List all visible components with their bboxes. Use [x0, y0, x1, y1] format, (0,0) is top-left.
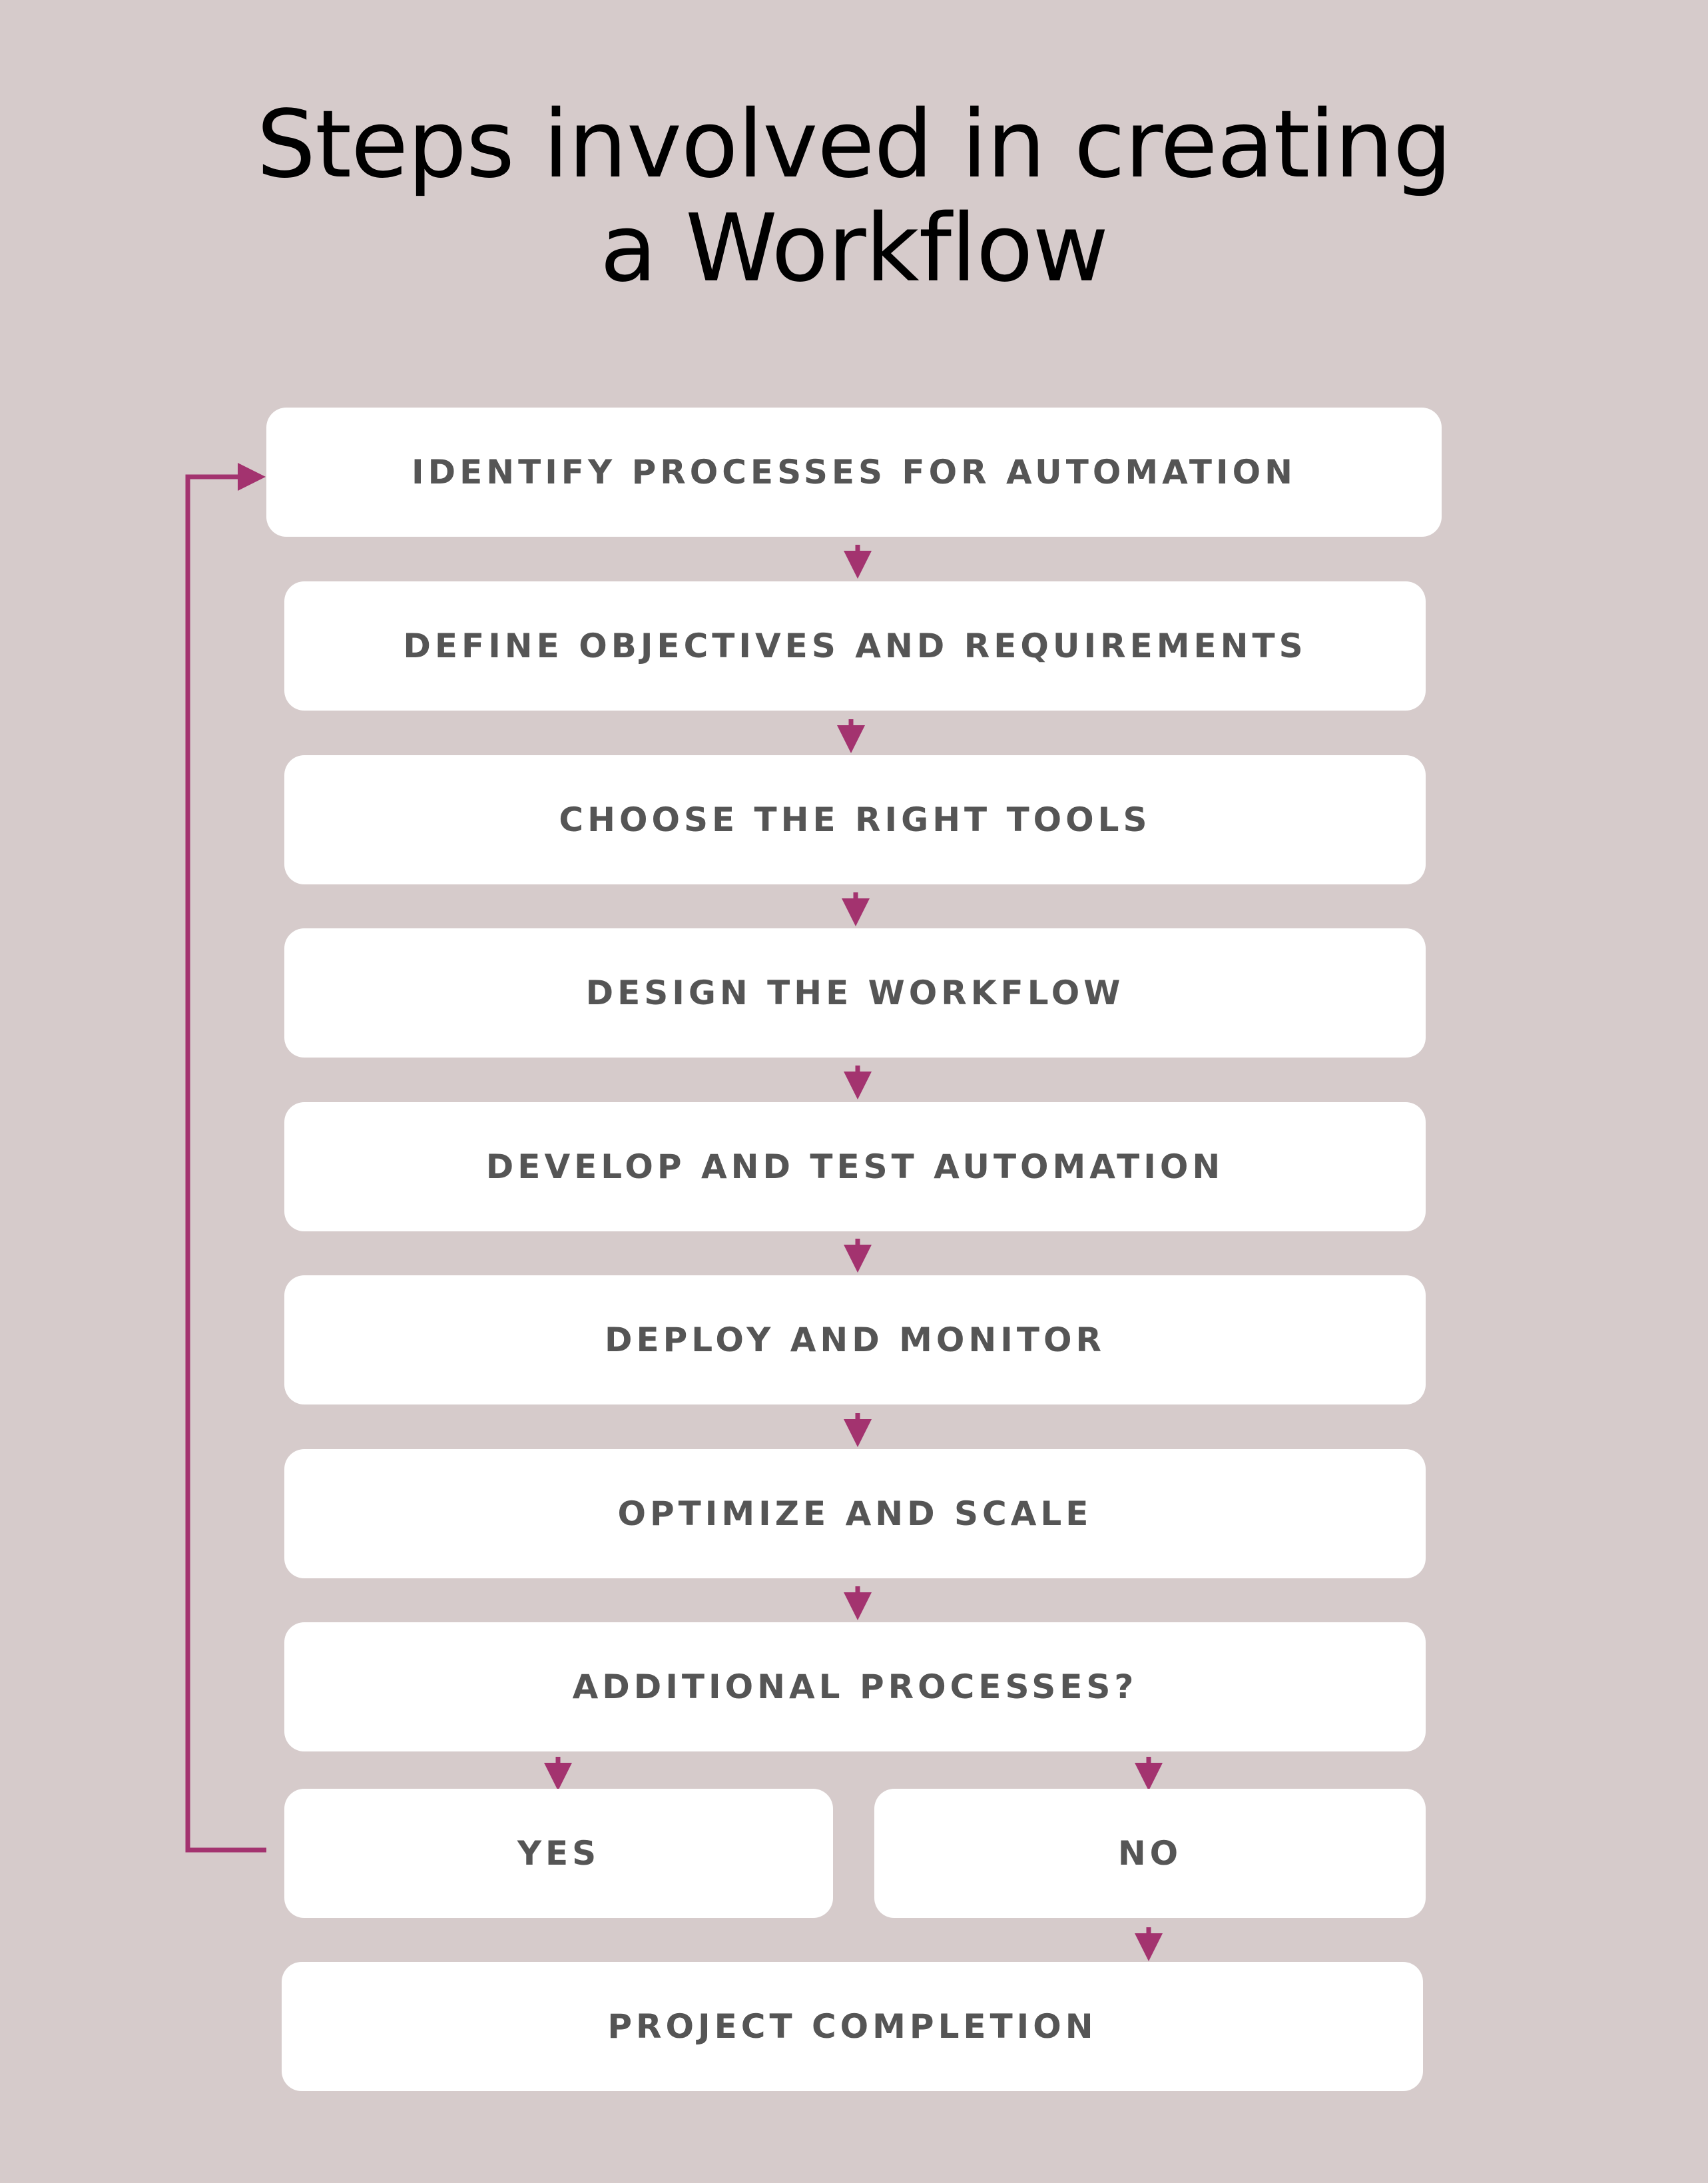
step-label: ADDITIONAL PROCESSES? — [572, 1668, 1138, 1706]
step-additional-processes — [284, 1622, 1426, 1751]
step-label: OPTIMIZE AND SCALE — [617, 1494, 1093, 1533]
step-optimize-scale — [284, 1449, 1426, 1578]
step-develop-test — [284, 1102, 1426, 1231]
step-deploy-monitor — [284, 1275, 1426, 1404]
step-label: DEFINE OBJECTIVES AND REQUIREMENTS — [403, 627, 1307, 665]
loop-yes-to-step1 — [188, 477, 266, 1850]
step-project-completion — [282, 1962, 1423, 2091]
step-label: IDENTIFY PROCESSES FOR AUTOMATION — [411, 453, 1296, 491]
step-design-workflow — [284, 928, 1426, 1058]
branch-yes — [284, 1789, 833, 1918]
title-line-1: Steps involved in creating — [256, 91, 1452, 199]
branch-no — [874, 1789, 1426, 1918]
branch-no-label: NO — [1117, 1834, 1183, 1873]
title-line-2: a Workflow — [599, 194, 1109, 303]
step-identify-processes — [266, 408, 1442, 537]
step-label: DEVELOP AND TEST AUTOMATION — [485, 1147, 1225, 1186]
step-label: CHOOSE THE RIGHT TOOLS — [559, 800, 1151, 839]
final-label: PROJECT COMPLETION — [607, 2007, 1097, 2046]
step-choose-tools — [284, 755, 1426, 884]
step-label: DEPLOY AND MONITOR — [605, 1321, 1105, 1359]
step-label: DESIGN THE WORKFLOW — [585, 974, 1125, 1012]
branch-yes-label: YES — [517, 1834, 601, 1873]
step-define-objectives — [284, 581, 1426, 711]
